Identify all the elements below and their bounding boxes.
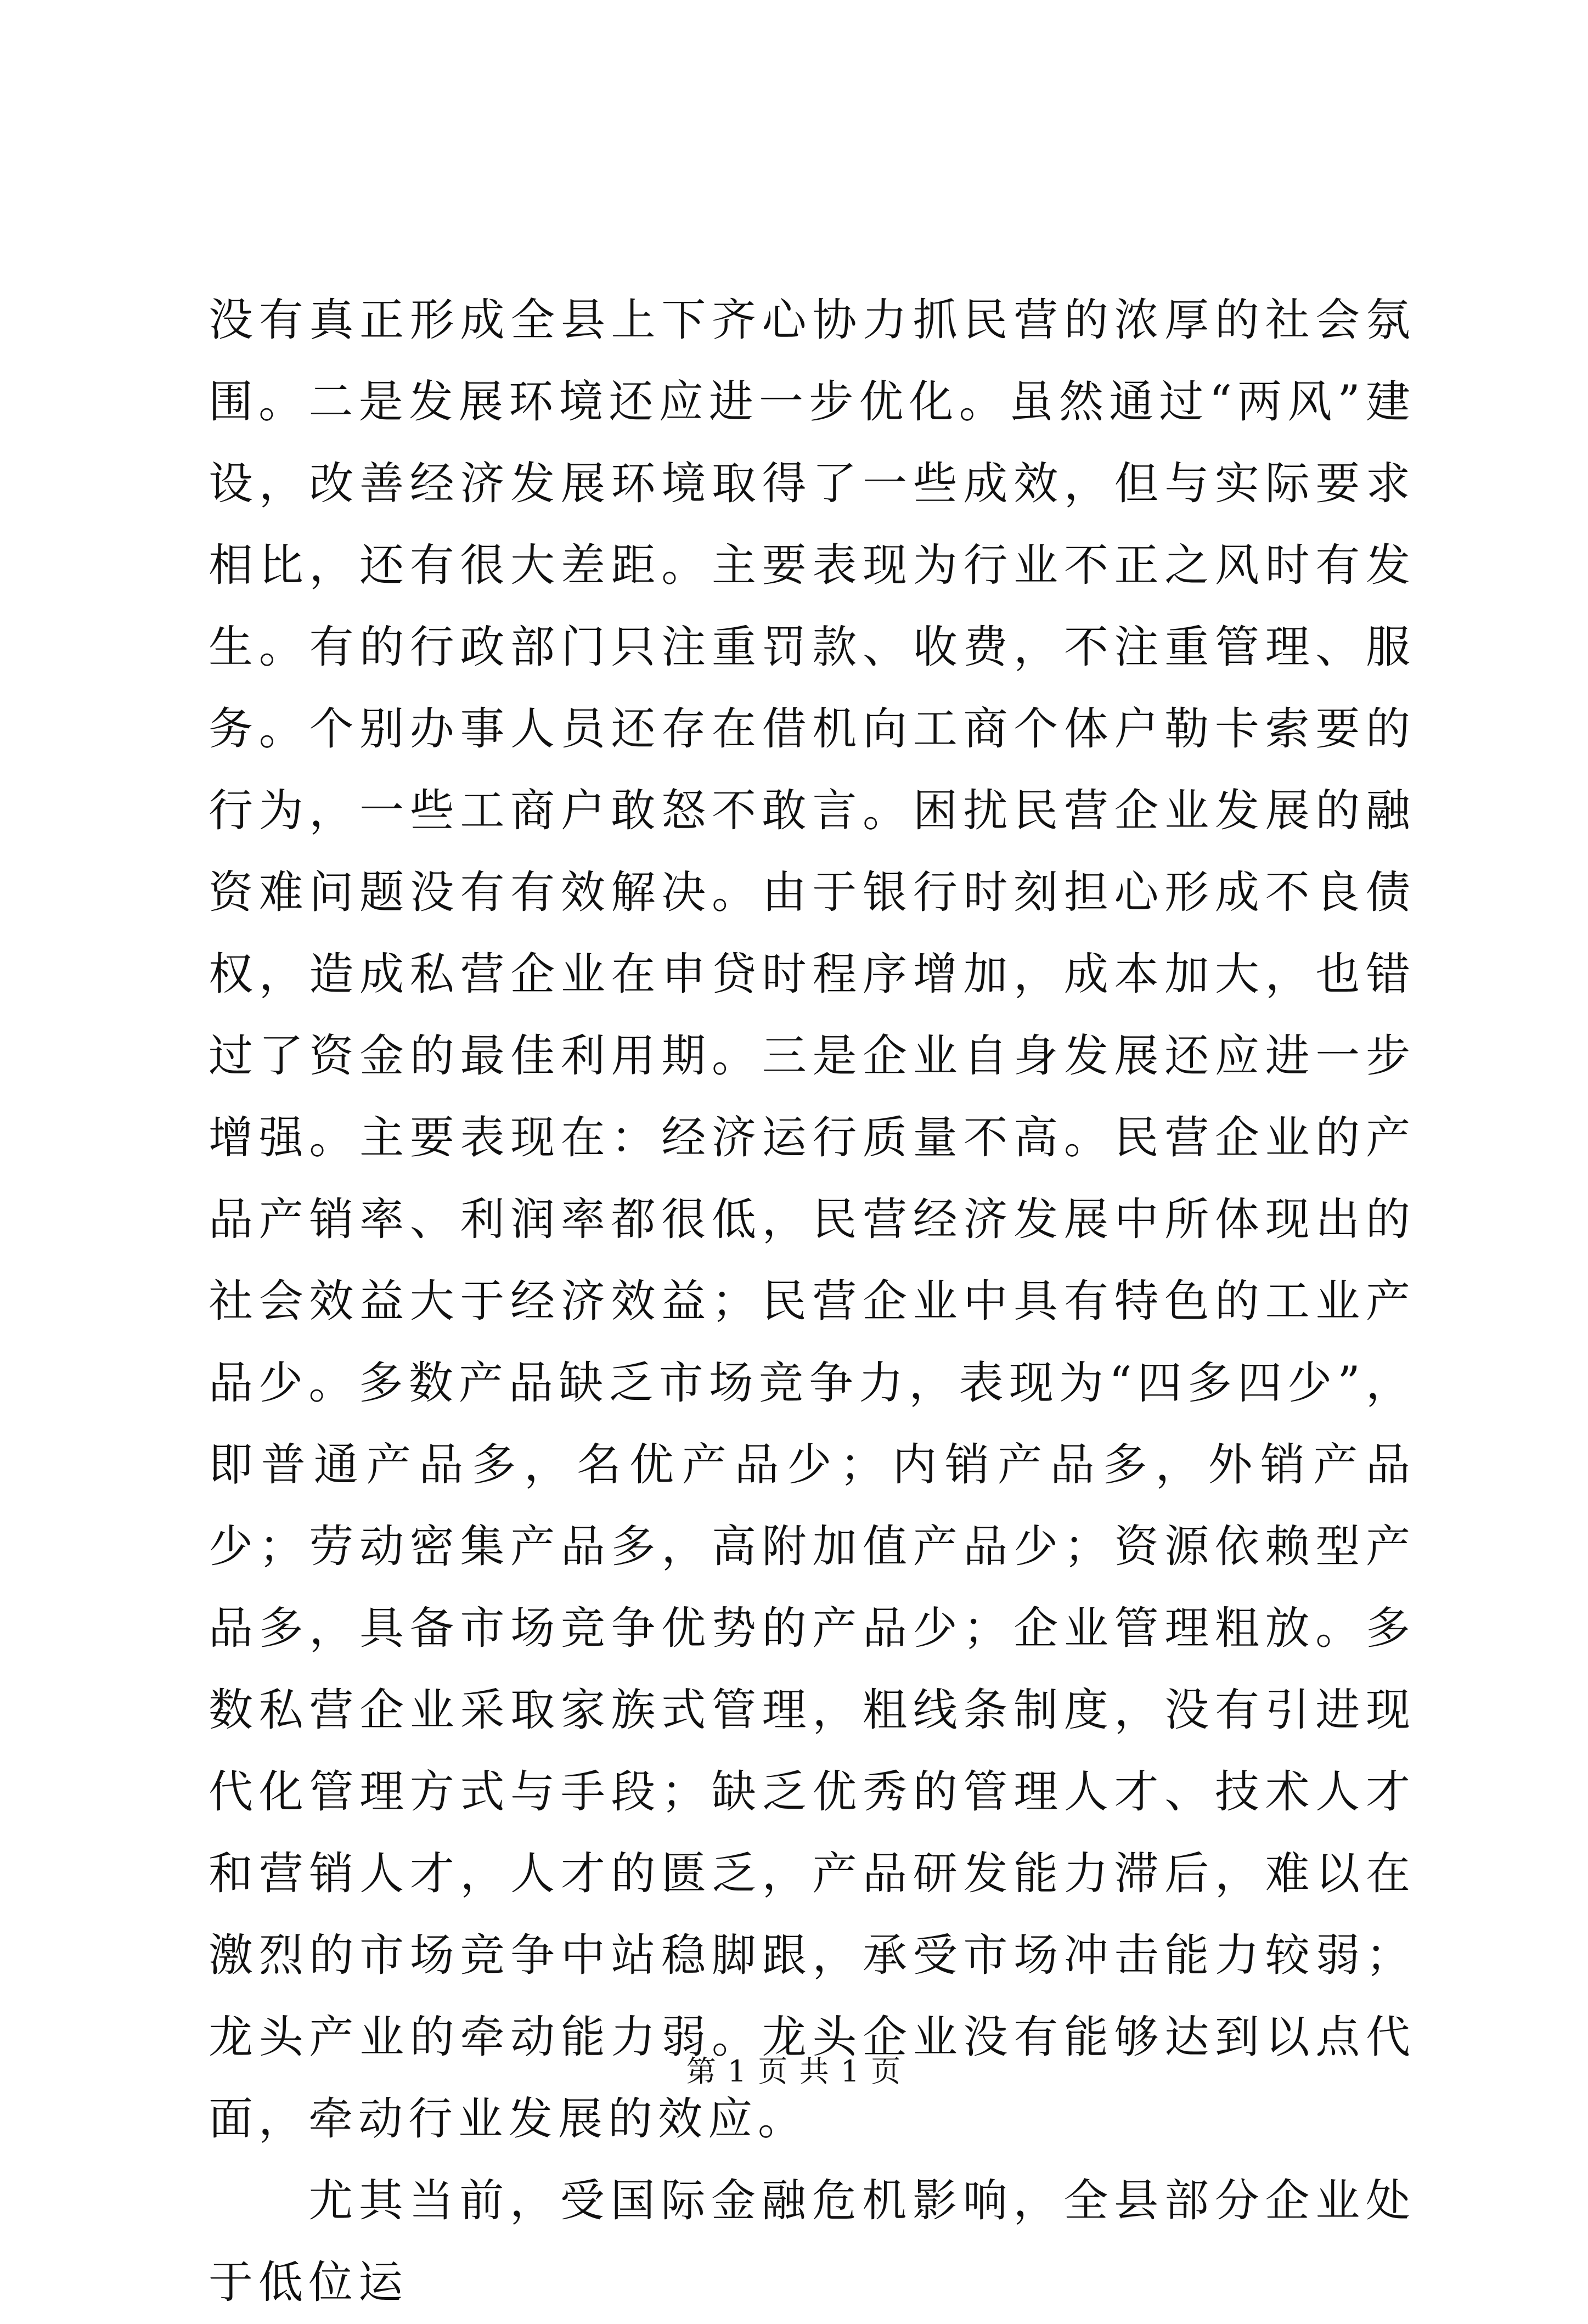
paragraph-continued: 没有真正形成全县上下齐心协力抓民营的浓厚的社会氛围。二是发展环境还应进一步优化。虽然通过“两风”建设，改善经济发展环境取得了一些成效，但与实际要求相比，还有很大差距。主要表现为行业不正之风时有发生。有的行政部门只注重罚款、收费，不注重管理、服务。个别办事人员还存在借机向工商个体户勒卡索要的行为，一些工商户敢怒不敢言。困扰民营企业发展的融资难问题没有有效解决。由于银行时刻担心形成不良债权，造成私营企业在申贷时程序增加，成本加大，也错过了资金的最佳利用期。三是企业自身发展还应进一步增强。主要表现在：经济运行质量不高。民营企业的产品产销率、利润率都很低，民营经济发展中所体现出的社会效益大于经济效益；民营企业中具有特色的工业产品少。多数产品缺乏市场竞争力，表现为“四多四少”，即普通产品多，名优产品少；内销产品多，外销产品少；劳动密集产品多，高附加值产品少；资源依赖型产品多，具备市场竞争优势的产品少；企业管理粗放。多数私营企业采取家族式管理，粗线条制度，没有引进现代化管理方式与手段；缺乏优秀的管理人才、技术人才和营销人才，人才的匮乏，产品研发能力滞后，难以在激烈的市场竞争中站稳脚跟，承受市场冲击能力较弱；龙头产业的牵动能力弱。龙头企业没有能够达到以点代面，牵动行业发展的效应。 — [209, 295, 1416, 2145]
paragraph: 尤其当前，受国际金融危机影响，全县部分企业处于低位运 — [209, 2175, 1416, 2309]
document-body — [209, 280, 1416, 2324]
page-footer: 第 1 页 共 1 页 — [686, 2054, 902, 2089]
